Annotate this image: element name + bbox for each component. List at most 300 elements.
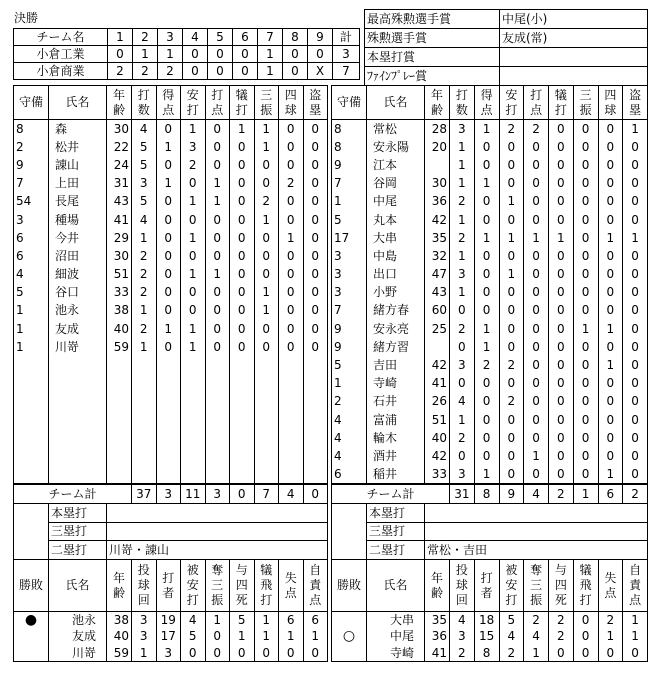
pitching-header-cell: 犠飛打: [254, 560, 279, 612]
decision-mark: ○: [332, 628, 367, 645]
stat-cell: 0: [549, 392, 574, 410]
stat-cell: 0: [279, 120, 304, 138]
stat-cell: 0: [499, 247, 524, 265]
stat-cell: 0: [279, 156, 304, 174]
stat-cell: 1: [499, 192, 524, 210]
stat-cell: 0: [623, 283, 648, 301]
pitcher-row: [332, 628, 648, 645]
stat-cell: 0: [549, 156, 574, 174]
pitching-stat: 1: [623, 628, 648, 645]
stat-cell: 0: [279, 338, 304, 356]
stat-cell: 0: [598, 301, 623, 319]
stat-cell: 0: [573, 156, 598, 174]
empty-cell: [156, 465, 181, 483]
stat-cell: 0: [598, 283, 623, 301]
stat-cell: 7: [332, 174, 367, 192]
empty-cell: [254, 447, 279, 465]
stat-cell: 0: [623, 265, 648, 283]
batting-header-cell: 四球: [279, 86, 304, 120]
stat-cell: 1: [205, 192, 230, 210]
stat-cell: 1: [598, 320, 623, 338]
hit-type-label: 本塁打: [367, 504, 425, 523]
empty-cell: [332, 522, 367, 541]
stat-cell: 0: [524, 265, 549, 283]
player-name: 松井: [49, 138, 107, 156]
inning-score: 0: [183, 46, 208, 63]
stat-cell: 1: [156, 174, 181, 192]
stat-cell: 0: [474, 247, 499, 265]
player-name: 大串: [367, 229, 425, 247]
stat-cell: 0: [524, 156, 549, 174]
empty-cell: [14, 429, 49, 447]
empty-cell: [132, 392, 157, 410]
award-winner: 友成(常): [500, 29, 648, 48]
stat-cell: 1: [14, 338, 49, 356]
stat-cell: 17: [332, 229, 367, 247]
stat-cell: 1: [474, 174, 499, 192]
empty-cell: [254, 374, 279, 392]
inning-score: 1: [258, 46, 283, 63]
empty-cell: [14, 374, 49, 392]
empty-cell: [230, 392, 255, 410]
stat-cell: 0: [524, 338, 549, 356]
stat-cell: 0: [573, 174, 598, 192]
batting-header-cell: 三振: [573, 86, 598, 120]
stat-cell: 0: [303, 283, 328, 301]
stat-cell: 0: [181, 247, 206, 265]
stat-cell: 0: [499, 465, 524, 483]
stat-cell: 0: [573, 465, 598, 483]
pitching-header-cell: 与四死: [230, 560, 255, 612]
award-row: [365, 67, 648, 86]
stat-cell: 0: [205, 320, 230, 338]
stat-cell: 0: [279, 320, 304, 338]
stat-cell: 0: [230, 320, 255, 338]
stat-cell: 0: [474, 283, 499, 301]
stat-cell: 28: [425, 120, 450, 138]
stat-cell: 0: [573, 429, 598, 447]
player-name: 富浦: [367, 411, 425, 429]
stat-cell: 1: [474, 120, 499, 138]
pitching-stat: 1: [279, 628, 304, 645]
stat-cell: 3: [132, 174, 157, 192]
stat-cell: 0: [303, 138, 328, 156]
empty-cell: [14, 541, 49, 560]
empty-cell: [303, 429, 328, 447]
home-batter-row: [14, 338, 328, 356]
stat-cell: 38: [107, 301, 132, 319]
team-total-value: 31: [450, 485, 475, 504]
empty-cell: [156, 447, 181, 465]
empty-cell: [132, 356, 157, 374]
stat-cell: 0: [279, 301, 304, 319]
batting-header-cell: 氏名: [49, 86, 107, 120]
stat-cell: 1: [156, 320, 181, 338]
pitching-stat: 0: [303, 645, 328, 662]
award-label: 本塁打賞: [365, 48, 500, 67]
pitcher-name: 大串: [367, 612, 425, 629]
player-name: 川嵜: [49, 338, 107, 356]
stat-cell: 0: [623, 338, 648, 356]
pitching-stat: 2: [450, 645, 475, 662]
pitching-stat: 2: [549, 612, 574, 629]
stat-cell: 40: [425, 429, 450, 447]
pitching-stat: 1: [205, 612, 230, 629]
line-score-header-cell: 計: [333, 29, 360, 46]
stat-cell: 0: [549, 192, 574, 210]
visitor-batter-row: [332, 283, 648, 301]
stat-cell: 0: [549, 138, 574, 156]
team-total-value: 1: [573, 485, 598, 504]
empty-cell: [230, 429, 255, 447]
stat-cell: 3: [450, 265, 475, 283]
stat-cell: 2: [450, 429, 475, 447]
pitching-stat: 0: [573, 645, 598, 662]
player-name: 吉田: [367, 356, 425, 374]
player-name: 寺崎: [367, 374, 425, 392]
stat-cell: 7: [332, 301, 367, 319]
player-name: 種場: [49, 210, 107, 228]
empty-cell: [49, 392, 107, 410]
team-total-value: 0: [303, 485, 328, 504]
stat-cell: 0: [598, 138, 623, 156]
stat-cell: 1: [332, 374, 367, 392]
pitcher-name: 中尾: [367, 628, 425, 645]
stat-cell: 0: [474, 447, 499, 465]
stat-cell: 0: [205, 301, 230, 319]
player-name: 輪木: [367, 429, 425, 447]
stat-cell: 0: [254, 247, 279, 265]
pitching-header: [332, 560, 648, 612]
extra-base-hit-row: [14, 522, 328, 541]
stat-cell: 2: [499, 120, 524, 138]
stat-cell: 1: [254, 301, 279, 319]
empty-cell: [205, 374, 230, 392]
stat-cell: 0: [303, 156, 328, 174]
pitching-header-cell: 奪三振: [205, 560, 230, 612]
pitching-stat: 1: [303, 628, 328, 645]
stat-cell: 4: [132, 120, 157, 138]
stat-cell: 0: [303, 301, 328, 319]
empty-cell: [107, 411, 132, 429]
stat-cell: 3: [450, 465, 475, 483]
player-name: 出口: [367, 265, 425, 283]
decision-mark: [332, 612, 367, 629]
stat-cell: 25: [425, 320, 450, 338]
stat-cell: 1: [254, 138, 279, 156]
pitching-header-cell: 被安打: [499, 560, 524, 612]
empty-cell: [303, 447, 328, 465]
stat-cell: 2: [450, 192, 475, 210]
stat-cell: 1: [450, 210, 475, 228]
empty-cell: [156, 356, 181, 374]
hit-type-label: 二塁打: [367, 541, 425, 560]
stat-cell: 0: [450, 374, 475, 392]
stat-cell: 1: [254, 283, 279, 301]
stat-cell: 0: [573, 356, 598, 374]
stat-cell: 0: [549, 301, 574, 319]
stat-cell: 1: [254, 120, 279, 138]
hit-type-label: 三塁打: [49, 522, 107, 541]
stat-cell: 0: [474, 392, 499, 410]
player-name: 谷岡: [367, 174, 425, 192]
pitcher-row: [14, 645, 328, 662]
pitching-stat: 2: [549, 628, 574, 645]
player-name: 中島: [367, 247, 425, 265]
stat-cell: 0: [499, 156, 524, 174]
pitching-stat: 3: [156, 645, 181, 662]
pitching-stat: 1: [254, 612, 279, 629]
pitching-stat: 15: [474, 628, 499, 645]
pitching-header: [14, 560, 328, 612]
stat-cell: 2: [499, 356, 524, 374]
decision-mark: [14, 645, 49, 662]
stat-cell: 0: [230, 338, 255, 356]
stat-cell: 0: [549, 411, 574, 429]
stat-cell: 0: [524, 320, 549, 338]
pitching-header-cell: 投球回: [132, 560, 157, 612]
stat-cell: 0: [499, 210, 524, 228]
player-name: 酒井: [367, 447, 425, 465]
stat-cell: 0: [549, 374, 574, 392]
stat-cell: 0: [623, 301, 648, 319]
pitching-stat: 1: [230, 628, 255, 645]
inning-score: 0: [283, 46, 308, 63]
team-total-row: [332, 485, 648, 504]
extra-base-hit-row: [14, 504, 328, 523]
stat-cell: 0: [573, 283, 598, 301]
stat-cell: 0: [254, 265, 279, 283]
home-batter-row: [14, 392, 328, 410]
visitor-extra-base-hits: [331, 503, 648, 560]
stat-cell: 0: [524, 301, 549, 319]
line-score-table: [13, 28, 360, 80]
stat-cell: 0: [598, 247, 623, 265]
pitching-stat: 6: [303, 612, 328, 629]
batting-header: [14, 86, 328, 120]
stat-cell: 30: [107, 120, 132, 138]
stat-cell: 0: [573, 447, 598, 465]
batting-header-cell: 年齢: [107, 86, 132, 120]
pitching-header-cell: 自責点: [623, 560, 648, 612]
pitching-stat: 1: [598, 628, 623, 645]
batting-header-cell: 打点: [524, 86, 549, 120]
pitching-stat: 1: [254, 628, 279, 645]
pitching-stat: 1: [132, 645, 157, 662]
empty-cell: [132, 447, 157, 465]
stat-cell: 9: [332, 320, 367, 338]
stat-cell: 22: [107, 138, 132, 156]
team-name: 小倉工業: [14, 46, 108, 63]
empty-cell: [230, 356, 255, 374]
team-total-value: 9: [499, 485, 524, 504]
stat-cell: 0: [303, 265, 328, 283]
stat-cell: 1: [450, 138, 475, 156]
stat-cell: 0: [573, 120, 598, 138]
stat-cell: 3: [14, 210, 49, 228]
stat-cell: 0: [524, 174, 549, 192]
decision-mark: ●: [14, 612, 49, 629]
batting-header-cell: 犠打: [230, 86, 255, 120]
stat-cell: 0: [499, 301, 524, 319]
empty-cell: [303, 374, 328, 392]
pitching-stat: 8: [474, 645, 499, 662]
home-batting-table: [13, 85, 328, 484]
pitching-stat: 0: [205, 628, 230, 645]
award-row: [365, 29, 648, 48]
line-score-row: [14, 63, 360, 80]
home-batter-row: [14, 265, 328, 283]
pitching-stat: 1: [623, 612, 648, 629]
pitcher-name: 川嵜: [49, 645, 107, 662]
visitor-batter-row: [332, 465, 648, 483]
empty-cell: [14, 522, 49, 541]
stat-cell: 3: [181, 138, 206, 156]
stat-cell: [425, 338, 450, 356]
stat-cell: 0: [573, 138, 598, 156]
stat-cell: 2: [474, 356, 499, 374]
pitcher-name: 友成: [49, 628, 107, 645]
pitching-stat: 17: [156, 628, 181, 645]
stat-cell: 1: [14, 320, 49, 338]
home-batter-row: [14, 374, 328, 392]
team-total-value: 11: [181, 485, 206, 504]
line-score-header-cell: 1: [108, 29, 133, 46]
award-winner: [500, 67, 648, 86]
stat-cell: 0: [205, 156, 230, 174]
pitching-stat: 40: [107, 628, 132, 645]
stat-cell: 0: [499, 320, 524, 338]
pitching-stat: 2: [499, 645, 524, 662]
stat-cell: 0: [156, 210, 181, 228]
stat-cell: 0: [549, 429, 574, 447]
team-total-value: 6: [598, 485, 623, 504]
stat-cell: 0: [573, 247, 598, 265]
awards-table: [364, 9, 648, 86]
empty-cell: [49, 411, 107, 429]
empty-cell: [107, 447, 132, 465]
pitching-stat: 1: [524, 645, 549, 662]
stat-cell: 43: [425, 283, 450, 301]
line-score-header-cell: チーム名: [14, 29, 108, 46]
stat-cell: 4: [14, 265, 49, 283]
stat-cell: 4: [450, 392, 475, 410]
stat-cell: 0: [598, 174, 623, 192]
award-label: 最高殊勲選手賞: [365, 10, 500, 29]
empty-cell: [181, 429, 206, 447]
stat-cell: 42: [425, 210, 450, 228]
stat-cell: 1: [132, 338, 157, 356]
visitor-batter-row: [332, 320, 648, 338]
stat-cell: 1: [181, 120, 206, 138]
home-batter-row: [14, 429, 328, 447]
stat-cell: 0: [524, 411, 549, 429]
empty-cell: [279, 356, 304, 374]
stat-cell: 1: [181, 229, 206, 247]
empty-cell: [181, 392, 206, 410]
batting-header-cell: 得点: [156, 86, 181, 120]
stat-cell: 43: [107, 192, 132, 210]
empty-cell: [181, 447, 206, 465]
stat-cell: 0: [279, 210, 304, 228]
batting-header-cell: 年齢: [425, 86, 450, 120]
empty-cell: [49, 374, 107, 392]
stat-cell: 1: [450, 247, 475, 265]
stat-cell: 0: [623, 374, 648, 392]
visitor-batter-row: [332, 411, 648, 429]
empty-cell: [279, 392, 304, 410]
player-name: 常松: [367, 120, 425, 138]
player-name: 今井: [49, 229, 107, 247]
stat-cell: 0: [598, 156, 623, 174]
stat-cell: 4: [332, 411, 367, 429]
empty-cell: [205, 429, 230, 447]
stat-cell: 1: [450, 156, 475, 174]
empty-cell: [107, 465, 132, 483]
empty-cell: [49, 356, 107, 374]
empty-cell: [279, 429, 304, 447]
empty-cell: [107, 392, 132, 410]
decision-mark: [14, 628, 49, 645]
stat-cell: 0: [156, 120, 181, 138]
pitching-header-cell: 投球回: [450, 560, 475, 612]
player-name: 森: [49, 120, 107, 138]
stat-cell: 2: [279, 174, 304, 192]
stat-cell: 0: [303, 210, 328, 228]
stat-cell: 0: [623, 192, 648, 210]
stat-cell: 0: [623, 320, 648, 338]
player-name: 安永亮: [367, 320, 425, 338]
empty-cell: [205, 356, 230, 374]
visitor-batter-row: [332, 138, 648, 156]
stat-cell: 0: [181, 301, 206, 319]
stat-cell: 0: [524, 356, 549, 374]
stat-cell: 0: [303, 192, 328, 210]
stat-cell: 1: [132, 229, 157, 247]
stat-cell: 1: [230, 120, 255, 138]
pitching-stat: 0: [181, 645, 206, 662]
empty-cell: [303, 356, 328, 374]
pitching-stat: 19: [156, 612, 181, 629]
stat-cell: 60: [425, 301, 450, 319]
player-name: 小野: [367, 283, 425, 301]
empty-cell: [181, 356, 206, 374]
stat-cell: 0: [474, 192, 499, 210]
pitching-header-cell: 失点: [598, 560, 623, 612]
stat-cell: 1: [181, 265, 206, 283]
stat-cell: 5: [132, 138, 157, 156]
stat-cell: 29: [107, 229, 132, 247]
stat-cell: 0: [254, 156, 279, 174]
player-name: 稲井: [367, 465, 425, 483]
inning-score: 0: [233, 63, 258, 80]
stat-cell: 0: [450, 447, 475, 465]
stat-cell: 0: [303, 174, 328, 192]
stat-cell: 0: [230, 138, 255, 156]
stat-cell: 5: [132, 156, 157, 174]
stat-cell: 5: [332, 210, 367, 228]
stat-cell: 0: [524, 247, 549, 265]
stat-cell: 9: [14, 156, 49, 174]
team-total-label: チーム計: [332, 485, 450, 504]
pitching-header-cell: 氏名: [49, 560, 107, 612]
stat-cell: 41: [425, 374, 450, 392]
home-batter-row: [14, 229, 328, 247]
empty-cell: [230, 411, 255, 429]
pitching-stat: 4: [524, 628, 549, 645]
player-name: 緒方春: [367, 301, 425, 319]
stat-cell: 5: [332, 356, 367, 374]
